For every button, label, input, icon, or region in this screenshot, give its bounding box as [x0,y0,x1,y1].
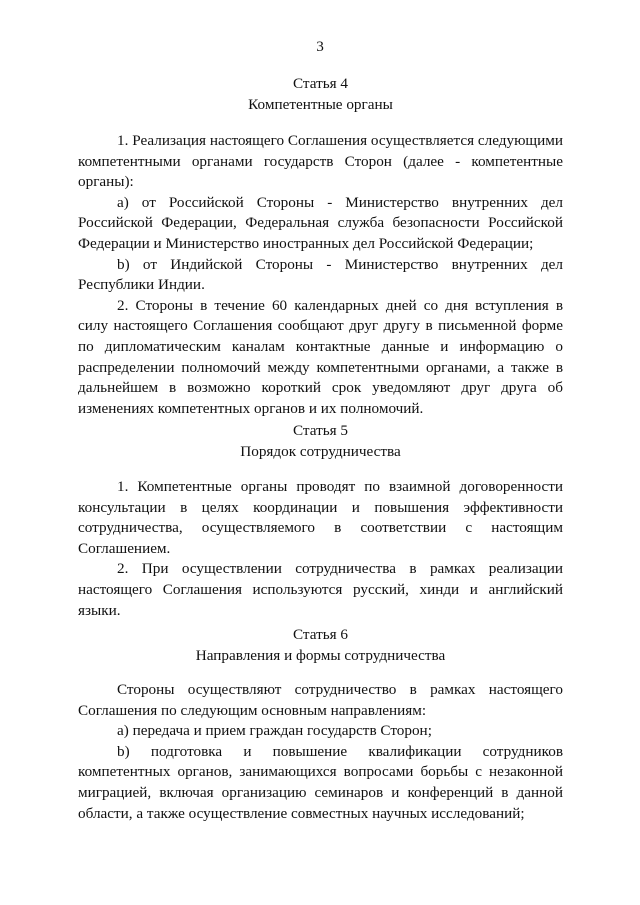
article-heading: Статья 4 [292,75,349,92]
paragraph: 2. Стороны в течение 60 календарных дней со дня вступления в силу настоящего Соглашения сообщают друг другу в письменной форме по дипломатическим каналам контактные данные и информацию о распределении полномочий между компетентными органами, а также в дальнейшем в возможно короткий срок уведомляют друг друга об изменениях компетентных органов и их полномочий. [78,296,563,417]
paragraph: Стороны осуществляют сотрудничество в рамках настоящего Соглашения по следующим основным направлениям: [78,681,563,719]
article-6-header [78,625,563,666]
paragraph: а) от Российской Стороны - Министерство внутренних дел Российской Федерации, Федеральная служба безопасности Российской Федерации и Министерство иностранных дел Российской Федерации; [78,193,563,252]
article-heading: Статья 6 [292,626,349,643]
article-title: Компетентные органы [248,95,393,113]
article-5-body [78,477,563,621]
article-4-body [78,131,563,419]
article-4-header [78,74,563,115]
paragraph: 1. Компетентные органы проводят по взаимной договоренности консультации в целях координации и повышения эффективности сотрудничества, осуществляемого в соответствии с настоящим Соглашением. [78,478,563,557]
article-heading: Статья 5 [292,422,349,439]
paragraph: 2. При осуществлении сотрудничества в рамках реализации настоящего Соглашения используются русский, хинди и английский языки. [78,560,563,619]
page-number: 3 [316,38,324,55]
article-6-body [78,680,563,824]
list-item: а) передача и прием граждан государств Сторон; [117,722,432,740]
list-item: b) подготовка и повышение квалификации сотрудников компетентных органов, занимающихся вопросами борьбы с незаконной миграцией, включая организацию семинаров и конференций в данной области, а также осуществление совместных научных исследований; [78,742,563,822]
paragraph: 1. Реализация настоящего Соглашения осуществляется следующими компетентными органами государств Сторон (далее - компетентные органы): [78,132,563,191]
article-5-header [78,421,563,462]
article-title: Направления и формы сотрудничества [195,646,446,664]
article-title: Порядок сотрудничества [240,442,401,460]
paragraph: b) от Индийской Стороны - Министерство внутренних дел Республики Индии. [78,255,563,294]
